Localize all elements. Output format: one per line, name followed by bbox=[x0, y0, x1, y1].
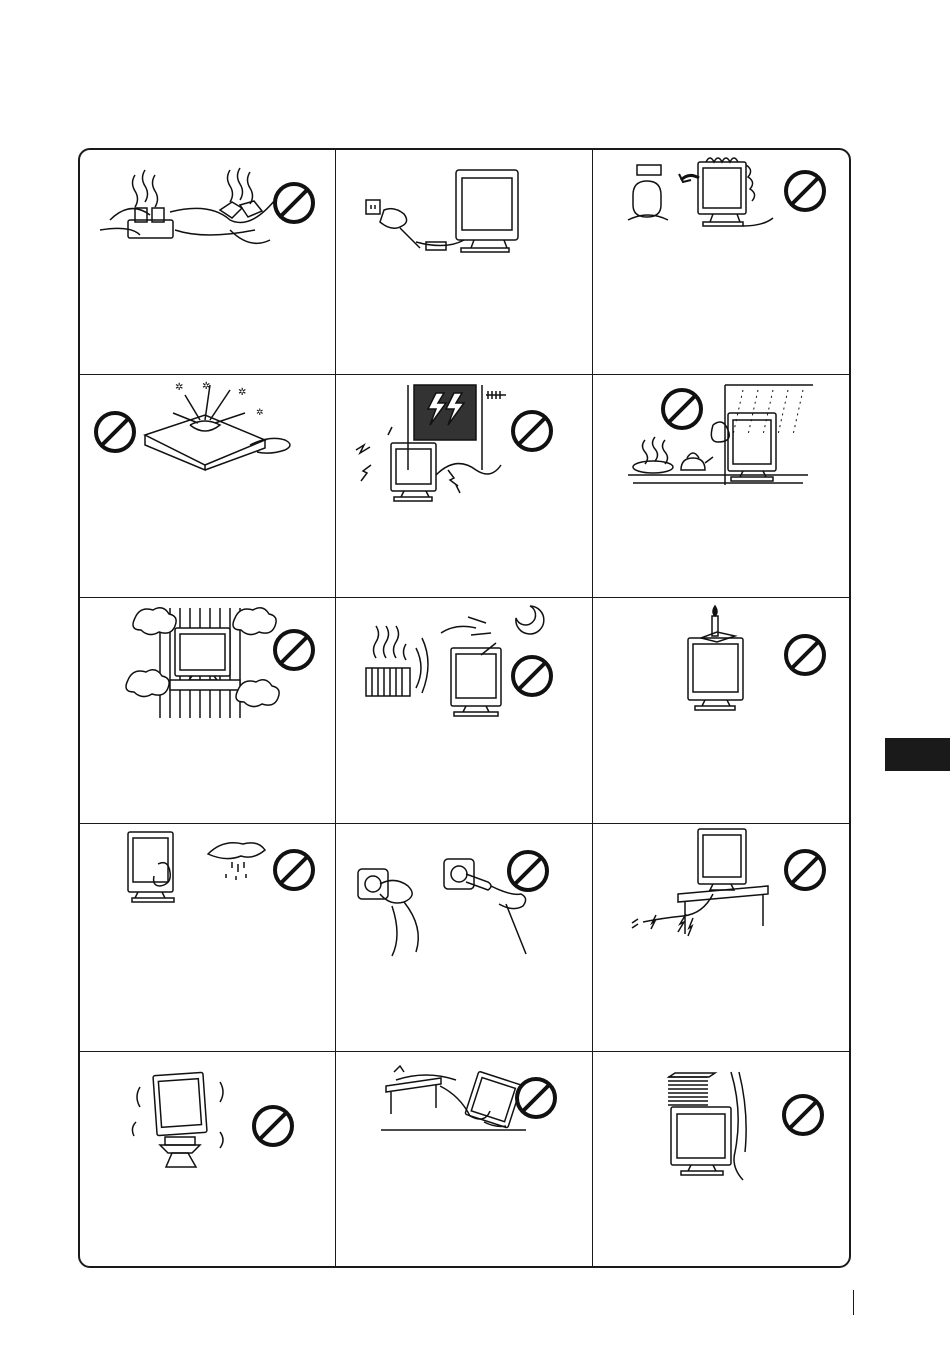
svg-text:✲: ✲ bbox=[256, 407, 264, 417]
warning-cell-plugged-monitor bbox=[336, 150, 593, 375]
damaged-cord-icon bbox=[593, 824, 848, 1051]
candle-on-monitor-icon bbox=[593, 598, 848, 823]
heat-sunlight-icon bbox=[336, 598, 592, 823]
unstable-placement-icon bbox=[80, 1052, 335, 1265]
foreign-objects-icon bbox=[80, 375, 335, 597]
warning-cell-moisture-steam bbox=[593, 375, 849, 598]
safety-warning-grid bbox=[78, 148, 851, 1268]
warning-cell-covered-monitor bbox=[593, 1052, 849, 1266]
section-tab bbox=[885, 738, 950, 771]
blocked-ventilation-icon bbox=[80, 598, 335, 823]
warning-cell-damaged-cord bbox=[593, 824, 849, 1052]
svg-text:✲: ✲ bbox=[238, 387, 247, 398]
warning-cell-wet-cloth-cleaning bbox=[80, 824, 336, 1052]
pull-cord-icon bbox=[336, 824, 592, 1051]
warning-cell-do-not-disassemble bbox=[593, 150, 849, 375]
warning-cell-candle-on-monitor bbox=[593, 598, 849, 824]
warning-cell-blocked-ventilation bbox=[80, 598, 336, 824]
covered-monitor-icon bbox=[593, 1052, 848, 1265]
warning-cell-pull-cord bbox=[336, 824, 593, 1052]
page-margin-rule bbox=[853, 1290, 854, 1315]
overloaded-outlet-icon bbox=[80, 150, 335, 374]
warning-cell-foreign-objects bbox=[80, 375, 336, 598]
warning-cell-lightning-storm bbox=[336, 375, 593, 598]
warning-cell-unstable-placement bbox=[80, 1052, 336, 1266]
wet-cloth-cleaning-icon bbox=[80, 824, 335, 1051]
moisture-steam-icon bbox=[593, 375, 848, 597]
warning-cell-overloaded-outlet bbox=[80, 150, 336, 375]
do-not-disassemble-icon bbox=[593, 150, 848, 374]
svg-text:✲: ✲ bbox=[175, 382, 184, 393]
falling-monitor-icon bbox=[336, 1052, 592, 1265]
lightning-storm-icon bbox=[336, 375, 592, 597]
plugged-monitor-icon bbox=[336, 150, 592, 374]
warning-cell-falling-monitor bbox=[336, 1052, 593, 1266]
svg-text:✲: ✲ bbox=[202, 381, 211, 392]
warning-cell-heat-sunlight bbox=[336, 598, 593, 824]
